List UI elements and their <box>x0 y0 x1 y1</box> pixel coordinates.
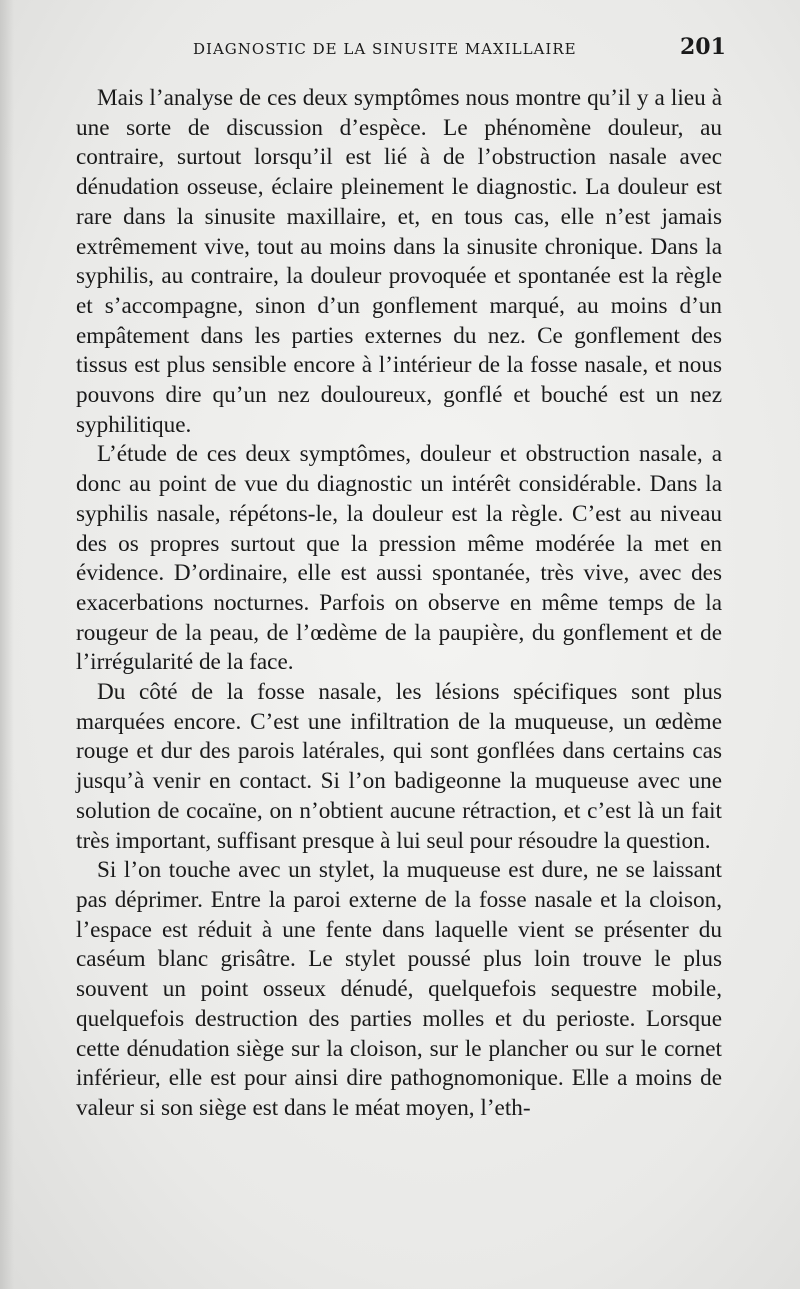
paragraph: Mais l’analyse de ces deux symptômes nous montre qu’il y a lieu à une sorte de discussion d’espèce. Le phénomène douleur, au contraire, surtout lorsqu’il est lié à de l’obstruction nasale avec dénudation osseuse, éclaire pleinement le diagnostic. La douleur est rare dans la sinusite maxillaire, et, en tous cas, elle n’est jamais extrêmement vive, tout au moins dans la sinusite chronique. Dans la syphilis, au contraire, la douleur provoquée et spontanée est la règle et s’accompagne, sinon d’un gonflement marqué, au moins d’un empâtement dans les parties externes du nez. Ce gonflement des tissus est plus sensible encore à l’intérieur de la fosse nasale, et nous pouvons dire qu’un nez douloureux, gonflé et bouché est un nez syphilitique. <box>76 85 722 438</box>
body-text <box>76 84 722 1124</box>
page-number: 201 <box>680 34 726 60</box>
running-title: DIAGNOSTIC DE LA SINUSITE MAXILLAIRE <box>193 40 577 58</box>
binding-shadow <box>0 0 14 1289</box>
page-header <box>0 34 800 64</box>
paragraph: L’étude de ces deux symptômes, douleur et obstruction nasale, a donc au point de vue du diagnostic un intérêt considérable. Dans la syphilis nasale, répétons-le, la douleur est la règle. C’est au niveau des os propres surtout que la pression même modérée la met en évidence. D’ordinaire, elle est aussi spontanée, très vive, avec des exacerbations nocturnes. Parfois on observe en même temps de la rougeur de la peau, de l’œdème de la paupière, du gonflement et de l’irrégularité de la face. <box>76 441 722 676</box>
paragraph: Du côté de la fosse nasale, les lésions spécifiques sont plus marquées encore. C’est une infiltration de la muqueuse, un œdème rouge et dur des parois latérales, qui sont gonflées dans certains cas jusqu’à venir en contact. Si l’on badigeonne la muqueuse avec une solution de cocaïne, on n’obtient aucune rétraction, et c’est là un fait très important, suffisant presque à lui seul pour résoudre la question. <box>76 679 722 854</box>
paragraph: Si l’on touche avec un stylet, la muqueuse est dure, ne se laissant pas déprimer. Entre la paroi externe de la fosse nasale et la cloison, l’espace est réduit à une fente dans laquelle vient se présenter du caséum blanc grisâtre. Le stylet poussé plus loin trouve le plus souvent un point osseux dénudé, quelquefois sequestre mobile, quelquefois destruction des parties molles et du perioste. Lorsque cette dénudation siège sur la cloison, sur le plancher ou sur le cornet inférieur, elle est pour ainsi dire pathognomonique. Elle a moins de valeur si son siège est dans le méat moyen, l’eth- <box>76 857 722 1121</box>
